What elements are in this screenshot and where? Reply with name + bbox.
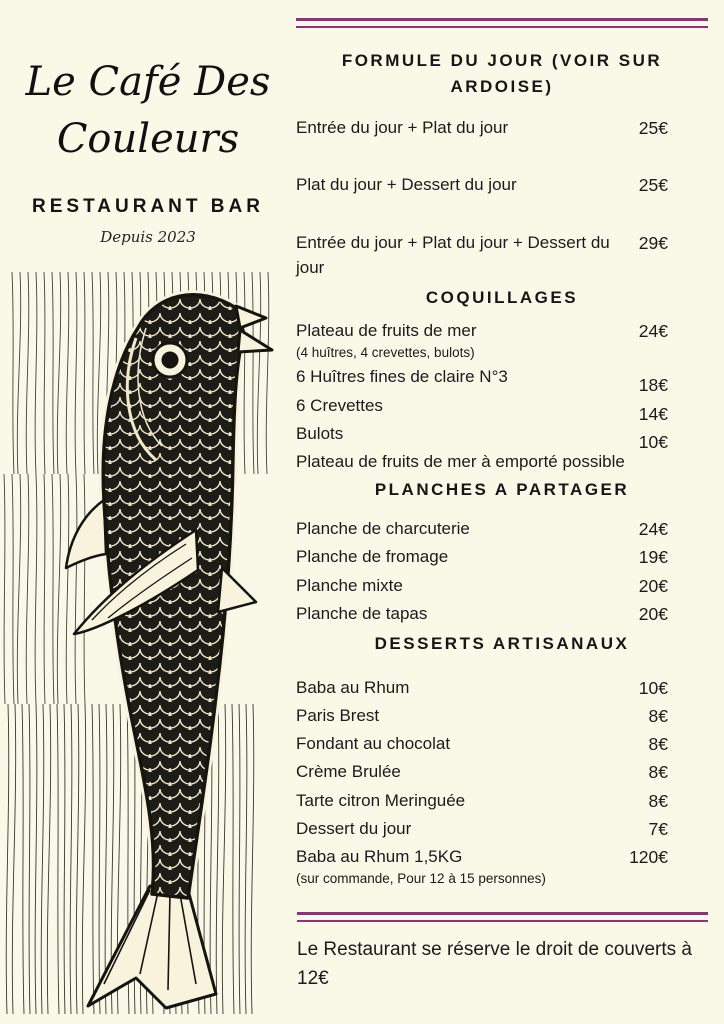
item-price: 8€ [648, 762, 668, 783]
menu-section-formule [296, 48, 708, 281]
menu-item-row [296, 816, 708, 842]
item-price: 14€ [638, 403, 668, 424]
menu-section-coquillages [296, 285, 708, 475]
menu-item-row [296, 364, 708, 396]
item-price: 8€ [648, 705, 668, 726]
item-name: Crème Brulée [296, 762, 401, 782]
menu-item-row [296, 115, 708, 141]
item-name: Entrée du jour + Plat du jour + Dessert du jour [296, 232, 610, 277]
menu-item-row [296, 318, 708, 362]
item-price: 20€ [638, 603, 668, 624]
section-heading-formule: FORMULE DU JOUR (VOIR SUR ARDOISE) [341, 51, 663, 96]
restaurant-name-line2: Couleurs [56, 115, 240, 162]
menu-column [296, 18, 708, 889]
menu-item-row [296, 601, 708, 627]
item-price: 20€ [638, 575, 668, 596]
item-price: 8€ [648, 734, 668, 755]
item-name: Entrée du jour + Plat du jour [296, 118, 509, 137]
item-name: 6 Huîtres fines de claire N°3 [296, 367, 508, 387]
menu-item-row [296, 731, 708, 757]
bottom-rule [297, 912, 708, 922]
item-name: Planche de tapas [296, 603, 428, 623]
item-name: Baba au Rhum [296, 677, 410, 697]
item-price: 10€ [638, 677, 668, 698]
menu-item-row [296, 516, 708, 542]
item-price: 10€ [638, 431, 668, 452]
item-name: Plateau de fruits de mer [296, 321, 477, 340]
item-name: Tarte citron Meringuée [296, 790, 466, 810]
item-name: Bulots [296, 423, 344, 443]
item-name: Baba au Rhum 1,5KG [296, 847, 463, 867]
menu-item-row [296, 172, 708, 198]
menu-item-row [296, 573, 708, 599]
item-name: Planche de fromage [296, 547, 449, 567]
menu-item-row [296, 788, 708, 814]
restaurant-name [0, 54, 296, 168]
item-price: 25€ [638, 118, 668, 138]
item-price: 24€ [638, 321, 668, 341]
item-note: (4 huîtres, 4 crevettes, bulots) [296, 344, 475, 360]
footer-note: Le Restaurant se réserve le droit de couverts à 12€ [297, 939, 692, 989]
top-rule [296, 18, 708, 28]
established-text: Depuis 2023 [100, 228, 196, 246]
item-price: 120€ [629, 847, 668, 868]
menu-section-planches [296, 477, 708, 628]
menu-item-row [296, 544, 708, 570]
fish-figure [66, 295, 272, 1008]
section-heading-desserts: DESSERTS ARTISANAUX [374, 634, 630, 654]
item-name: Paris Brest [296, 705, 380, 725]
section-heading-planches: PLANCHES A PARTAGER [374, 479, 630, 499]
menu-item-row [296, 844, 708, 888]
item-price: 18€ [638, 375, 668, 396]
menu-section-desserts [296, 631, 708, 888]
menu-item-row [296, 230, 708, 281]
item-name: Planche mixte [296, 575, 403, 595]
item-name: Planche de charcuterie [296, 519, 470, 539]
menu-item-row [296, 675, 708, 701]
restaurant-type: RESTAURANT BAR [32, 196, 264, 217]
item-name: Dessert du jour [296, 818, 412, 838]
item-price: 25€ [638, 175, 668, 196]
menu-item-row [296, 759, 708, 785]
item-price: 7€ [648, 818, 668, 839]
brand-column [0, 0, 296, 1024]
item-name: Plateau de fruits de mer à emporté possible [296, 452, 625, 472]
item-note: (sur commande, Pour 12 à 15 personnes) [296, 870, 546, 886]
item-name: Fondant au chocolat [296, 734, 451, 754]
item-price: 24€ [638, 519, 668, 540]
item-name: Plat du jour + Dessert du jour [296, 175, 517, 195]
restaurant-name-line1: Le Café Des [25, 59, 271, 105]
item-price: 8€ [648, 790, 668, 811]
menu-item-row [296, 703, 708, 729]
item-price: 19€ [638, 547, 668, 568]
section-heading-coquillages: COQUILLAGES [425, 287, 579, 307]
item-name: 6 Crevettes [296, 395, 383, 415]
fish-engraving-illustration [0, 268, 292, 1020]
item-price: 29€ [638, 232, 668, 253]
